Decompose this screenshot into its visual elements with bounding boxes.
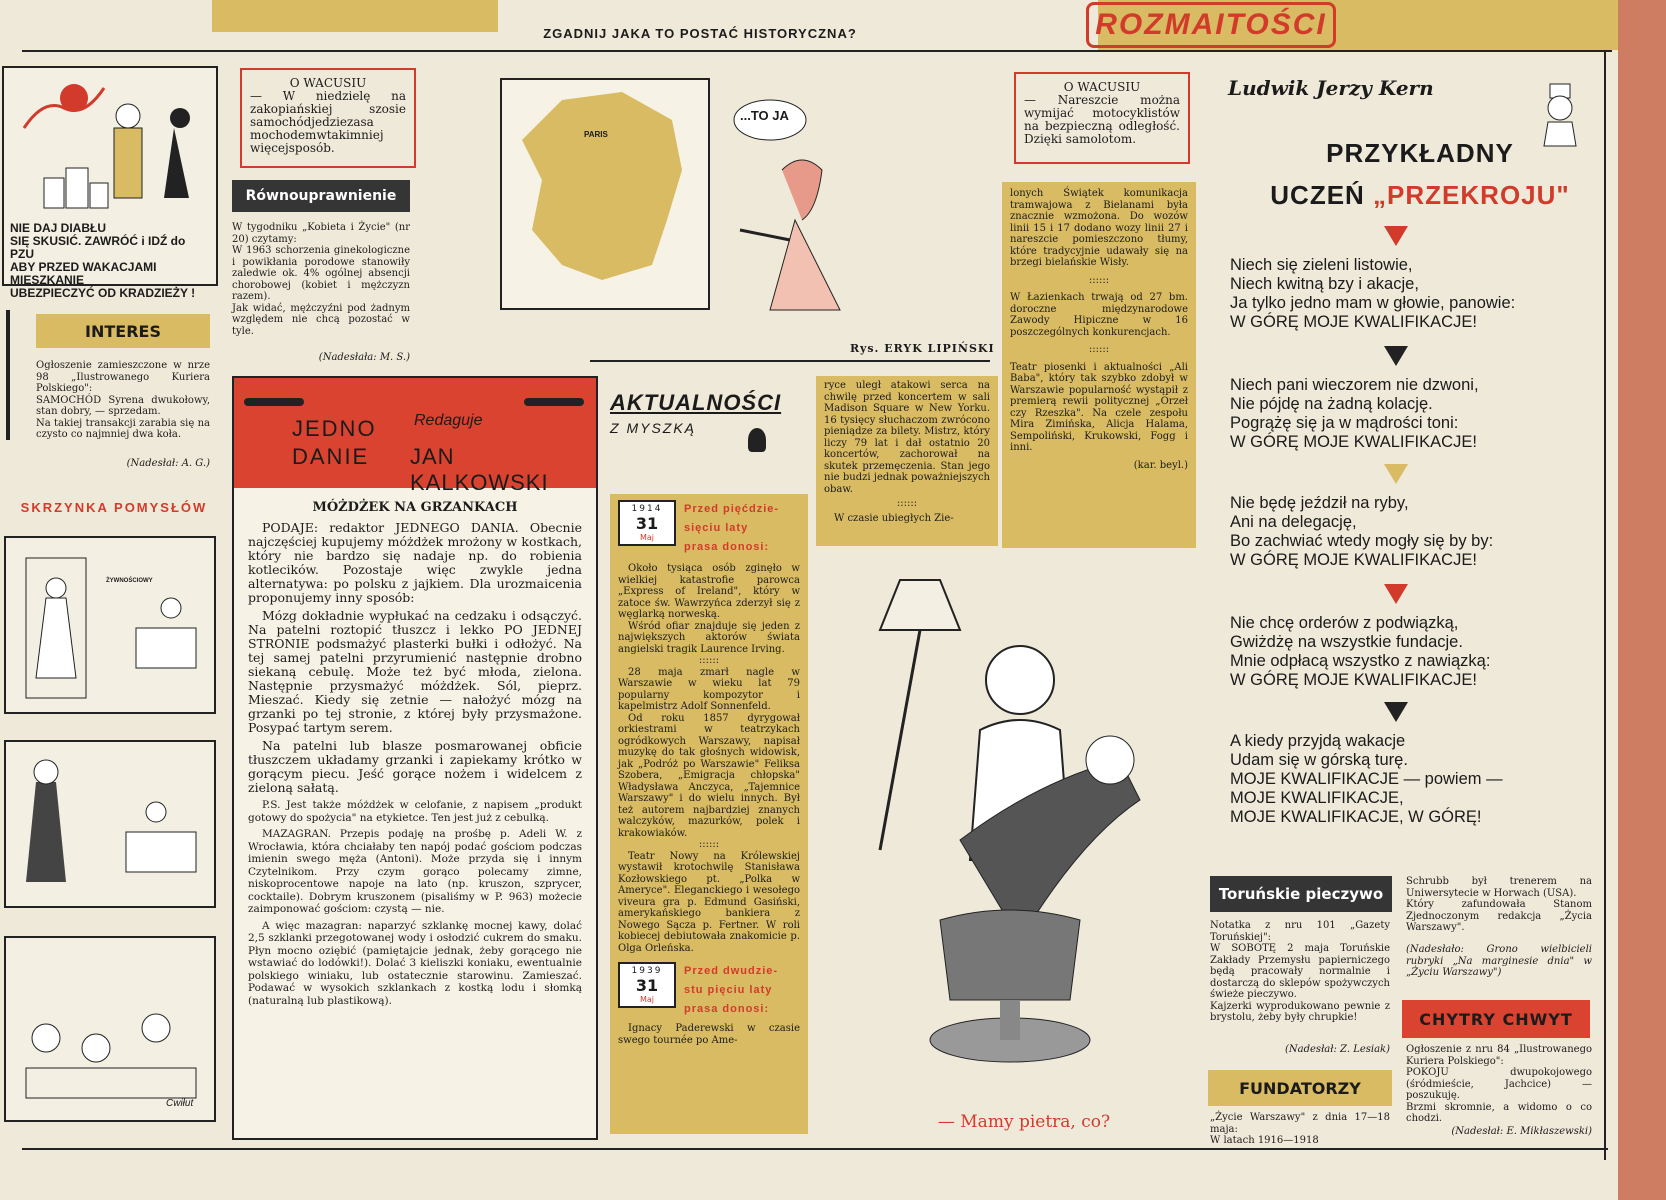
news-right-p3: Teatr piosenki i aktualności „Ali Baba", który tak szybko zdobył w Warszawie popularność wystąpił z premierą rewii politycznej „Orzeł czy Rzeszka". Na czele zespołu Mira Zimińska, Alicja Halama, Sempoliński, Krukowski, Fogg i inni. bbox=[1010, 361, 1188, 453]
skrzynka-artist: Cwiłut bbox=[166, 1098, 194, 1109]
aktualnosci-col2-p1: ryce uległ atakowi serca na chwilę przed koncertem w sali Madison Square w New Yorku. 16 tysięcy słuchaczom zwrócono pieniądze za bilety. Mistrz, który liczy 79 lat i dał ostatnio 20 koncertów, zachorował na skutek przemęczenia. Stan jego nie budzi jednak poważniejszych obaw. bbox=[824, 380, 990, 495]
devil-cartoon-illustration bbox=[4, 68, 216, 218]
frame-right-line bbox=[1604, 50, 1606, 1160]
dentist-caption: — Mamy pietra, co? bbox=[937, 1112, 1111, 1132]
skrzynka-panel-2 bbox=[4, 740, 216, 908]
aktualnosci-col2-p2: W czasie ubiegłych Zie- bbox=[834, 512, 954, 524]
frame-bottom-line bbox=[22, 1148, 1608, 1150]
calendar-1939-day: 31 bbox=[635, 976, 659, 995]
aktualnosci-column-2 bbox=[816, 376, 998, 546]
jedno-danie-header bbox=[234, 378, 596, 495]
chef-figure-icon bbox=[1532, 80, 1588, 150]
mouse-icon bbox=[748, 428, 766, 452]
map-of-france bbox=[500, 78, 710, 310]
pointing-hand-icon-right bbox=[524, 398, 584, 406]
news-right-p2: W Łazienkach trwają od 27 bm. doroczne międzynarodowe Zawody Hipiczne w 16 poszczególnych konkurencjach. bbox=[1010, 292, 1188, 338]
pointing-hand-icon-left bbox=[244, 398, 304, 406]
rownouprawnienie-title: Równouprawnienie bbox=[232, 180, 410, 212]
editor-name: JAN KALKOWSKI bbox=[410, 444, 549, 495]
news-right-signature: (kar. beyl.) bbox=[1133, 459, 1188, 471]
mozdzek-p2: Mózg dokładnie wypłukać na cedzaku i odsączyć. Na patelni roztopić tłuszcz i lekko PO JEDNEJ STRONIE podsmażyć plasterki bułki i odłożyć. Na tej samej patelni przyrumienić następnie drobno siekaną cebulę. Może też być młoda, zielona. Następnie przysmażyć móżdżek. Sól, pieprz. Mieszać. Kiedy się zetnie — nałożyć mózg na grzanki po tej stronie, z której były przysmażone. Posypać tartym serem. bbox=[248, 608, 582, 735]
zywnosciowy-sign: ŻYWNOŚCIOWY bbox=[106, 578, 153, 584]
kern-stanza-4: Nie chcę orderów z podwiązką, Gwiżdżę na wszystkie fundacje. Mnie odpłacą wszystko z nawiązką: W GÓRĘ MOJE KWALIFIKACJE! bbox=[1230, 614, 1491, 689]
masthead: ZGADNIJ JAKA TO POSTAĆ HISTORYCZNA? bbox=[543, 26, 857, 41]
kern-title-1: PRZYKŁADNY bbox=[1326, 138, 1514, 168]
chytry-title: CHYTRY CHWYT bbox=[1402, 1000, 1590, 1038]
aktualnosci-sep-2: :::::: bbox=[698, 839, 720, 850]
interes-text: Ogłoszenie zamieszczone w nrze 98 „Ilustrowanego Kuriera Polskiego": SAMOCHÓD Syrena dwukołowy, stan dobry, — sprzedam. Na takiej transakcji zarabia się na czysto co najmniej dwa koła. bbox=[36, 360, 210, 440]
skrzynka-panel-3-drawing bbox=[6, 938, 214, 1120]
aktualnosci-column-1 bbox=[610, 494, 808, 1134]
skrzynka-panel-1 bbox=[4, 536, 216, 714]
schrubb-text: Schrubb był trenerem na Uniwersytecie w Horwach (USA). Który zafundowała Stanom Zjednoczonym redakcja „Życia Warszawy". bbox=[1406, 876, 1592, 933]
jedno-danie-box bbox=[232, 376, 598, 1140]
calendar-1914 bbox=[618, 500, 676, 546]
kern-stanza-3: Nie będę jeździł na ryby, Ani na delegację, Bo zachwiać wtedy mogły się by by: W GÓRĘ MOJE KWALIFIKACJE! bbox=[1230, 494, 1494, 569]
devil-cartoon-caption: NIE DAJ DIABŁU SIĘ SKUSIĆ. ZAWRÓĆ i IDŹ do PZU ABY PRZED WAKACJAMI MIESZKANIE UBEZPIECZYĆ OD KRADZIEŻY ! bbox=[10, 221, 196, 300]
kern-title-2 bbox=[1270, 180, 1570, 211]
kern-title-2a: UCZEŃ bbox=[1270, 180, 1374, 210]
aktualnosci-tag-2: Przed dwudzie- stu pięciu laty prasa donosi: bbox=[684, 965, 779, 1015]
news-right-sep-2: :::::: bbox=[1088, 344, 1110, 355]
kern-author: Ludwik Jerzy Kern bbox=[1228, 76, 1434, 100]
mozdzek-p4: P.S. Jest także móżdżek w celofanie, z napisem „produkt gotowy do spożycia" na etykietce. Ten jest już z cebulką. bbox=[248, 799, 582, 824]
mozdzek-title: MÓŻDŻEK NA GRZANKACH bbox=[312, 500, 518, 515]
rule-under-map bbox=[590, 360, 990, 362]
calendar-1939-month: Maj bbox=[639, 995, 655, 1004]
skrzynka-title: SKRZYNKA POMYSŁÓW bbox=[20, 500, 208, 515]
aktualnosci-p4: Od roku 1857 dyrygował orkiestrami w teatrzykach ogródkowych Warszawy, napisał muzykę do tak głośnych widowisk, jak „Podróż po Warszawie" Feliksa Szobera, „Emigracja chłopska" Władysława Anczyca, „Tajemnice Warszawy" i do wielu innych. Był też autorem najbardziej znanych walczyków, mazurków, polek i krakowiaków. bbox=[618, 712, 800, 839]
aktualnosci-p6: Ignacy Paderewski w czasie swego tournée po Ame- bbox=[618, 1023, 800, 1046]
jedno-label: JEDNO bbox=[292, 416, 377, 441]
rownouprawnienie-text: W tygodniku „Kobieta i Życie" (nr 20) czytamy: W 1963 schorzenia ginekologiczne i powikłania porodowe stanowiły zaledwie ok. 4% ogólnej absencji chorobowej (kobiet i mężczyzn razem). Jak widać, mężczyźni pod żadnym względem nie chcą pozostać w tyle. bbox=[232, 222, 410, 337]
mozdzek-p1: PODAJE: redaktor JEDNEGO DANIA. Obecnie najczęściej kupujemy móżdżek mrożony w kostkach, który nie bardzo się nadaje np. do robienia kotlecików. Pozostaje więc zwykle jedna alternatywa: po polsku z jajkiem. Dla urozmaicenia proponujemy inny sposób: bbox=[248, 520, 582, 605]
skrzynka-panel-1-drawing bbox=[6, 538, 214, 712]
wacusiu-title-1: O WACUSIU bbox=[289, 76, 367, 90]
kern-stanza-2: Niech pani wieczorem nie dzwoni, Nie pójdę na żadną kolację. Pogrążę się ja w mądrości toni: W GÓRĘ MOJE KWALIFIKACJE! bbox=[1230, 376, 1479, 451]
skrzynka-panel-2-drawing bbox=[6, 742, 214, 906]
fundatorzy-title: FUNDATORZY bbox=[1208, 1070, 1392, 1106]
schrubb-signature: (Nadesłało: Grono wielbicieli rubryki „Na marginesie dnia" w „Życiu Warszawy") bbox=[1406, 944, 1592, 978]
aktualnosci-p3: 28 maja zmarł nagle w Warszawie w wieku lat 79 popularny kompozytor i kapelmistrz Adolf Sonnenfeld. bbox=[618, 666, 800, 712]
danie-label: DANIE bbox=[292, 444, 370, 469]
wacusiu-box-2 bbox=[1014, 72, 1190, 164]
kern-stanza-1: Niech się zieleni listowie, Niech kwitną bzy i akacje, Ja tylko jedno mam w głowie, panowie: W GÓRĘ MOJE KWALIFIKACJE! bbox=[1230, 256, 1516, 331]
mozdzek-p3: Na patelni lub blasze posmarowanej obficie tłuszczem układamy grzanki i zapiekamy krótko w gorącym piecu. Jeść gorące nożem i widelcem z zieloną sałatą. bbox=[248, 738, 582, 795]
aktualnosci-p5: Teatr Nowy na Królewskiej wystawił krotochwilę Stanisława Kozłowskiego pt. „Polka w Ameryce". Eleganckiego i wesołego viveura gra p. Edmund Gasiński, amerykańskiego bankiera z Nowego Sącza p. Fertner. W roli kobiecej debiutowała znakomicie p. Olga Orleńska. bbox=[618, 850, 800, 954]
mozdzek-p5: MAZAGRAN. Przepis podaję na prośbę p. Adeli W. z Wrocławia, która chciałaby ten napój podać gościom podczas imienin swego męża (Antoni). Może przyda się i innym Czytelnikom. Przy czym gorąco polecamy zimne, niskoprocentowe napoje na lato (np. kruszon, szprycer, cocktaile). Dobrym kruszonem (pisaliśmy w P. 963) możecie zaimponować gościom: czystą — nie. bbox=[248, 828, 582, 915]
news-right-sep-1: :::::: bbox=[1088, 274, 1110, 286]
poem-marker-2 bbox=[1384, 346, 1408, 366]
calendar-1914-month: Maj bbox=[639, 533, 655, 542]
torunskie-text: Notatka z nru 101 „Gazety Toruńskiej": W SOBOTĘ 2 maja Toruńskie Zakłady Przemysłu papierniczego będą pracowały normalnie i dostarczą do sklepów spożywczych świeże pieczywo. Kajzerki wyprodukowano pewnie z brystolu, żeby były chrupkie! bbox=[1210, 920, 1390, 1023]
rownouprawnienie-signature: (Nadesłała: M. S.) bbox=[318, 352, 410, 363]
wacusiu-text-1: — W niedzielę na zakopiańskiej szosie samochódjedziezasa mochodemwtakimniej więcejsposób. bbox=[250, 89, 406, 155]
news-right-p1: lonych Świątek komunikacja tramwajowa z Bielanami była znacznie wzmożona. Do wozów linii 15 i 17 dodano wozy linii 27 i nareszcie pomieszczono tłumy, które tradycyjnie udawały się na brzegi bielańskie Wisły. bbox=[1010, 188, 1188, 268]
chytry-signature: (Nadesłał: E. Mikłaszewski) bbox=[1451, 1126, 1592, 1137]
skrzynka-panel-3 bbox=[4, 936, 216, 1122]
calendar-1939 bbox=[618, 962, 676, 1008]
news-right-column bbox=[1002, 182, 1196, 548]
poem-marker-3 bbox=[1384, 464, 1408, 484]
interes-title: INTERES bbox=[36, 314, 210, 348]
poem-marker-1 bbox=[1384, 226, 1408, 246]
wacusiu-box-1 bbox=[240, 68, 416, 168]
aktualnosci-p2: Wśród ofiar znajduje się jeden z największych aktorów świata angielski tragik Laurence Irving. bbox=[618, 620, 800, 655]
interes-side-rule bbox=[6, 310, 10, 440]
speech-bubble-text: ...TO JA bbox=[740, 108, 789, 123]
aktualnosci-title: AKTUALNOŚCI bbox=[610, 390, 782, 415]
frame-top-line bbox=[22, 50, 1612, 52]
wacusiu-title-2: O WACUSIU bbox=[1063, 80, 1141, 94]
poem-marker-4 bbox=[1384, 584, 1408, 604]
calendar-1914-year: 1914 bbox=[631, 504, 663, 514]
calendar-1939-year: 1939 bbox=[631, 966, 663, 976]
dentist-cartoon bbox=[840, 560, 1180, 1120]
paris-label: PARIS bbox=[584, 130, 608, 139]
kern-title-2b: „PRZEKROJU" bbox=[1373, 180, 1570, 210]
aktualnosci-col2-sep: :::::: bbox=[896, 498, 918, 509]
fundatorzy-text: „Życie Warszawy" z dnia 17—18 maja: W latach 1916—1918 bbox=[1210, 1112, 1390, 1146]
interes-signature: (Nadesłał: A. G.) bbox=[126, 458, 210, 469]
top-bar-left bbox=[212, 0, 498, 32]
calendar-1914-day: 31 bbox=[635, 514, 659, 533]
wacusiu-text-2: — Nareszcie można wymijać motocyklistów na bezpieczną odległość. Dzięki samolotom. bbox=[1024, 93, 1180, 146]
aktualnosci-tag-1: Przed pięćdzie- sięciu laty prasa donosi: bbox=[684, 503, 780, 553]
aktualnosci-p1: Około tysiąca osób zginęło w wielkiej katastrofie parowca „Express of Ireland", który w zatoce św. Wawrzyńca zderzył się z węglarką norweską. bbox=[618, 563, 800, 620]
mozdzek-p6: A więc mazagran: naparzyć szklankę mocnej kawy, dolać 2,5 szklanki przegotowanej wody i osłodzić cukrem do smaku. Płyn mocno oziębić (pamiętajcie jednak, żeby gorącego nie wstawiać do lodówki!). Dolać 3 kieliszki koniaku, ewentualnie polskiego winiaku, lub ostatecznie starowinu. Zamieszać. Podawać w wysokich szklankach z kostką lodu i słomką (naturalną lub plastikową). bbox=[248, 919, 582, 1007]
redaguje-label: Redaguje bbox=[414, 412, 483, 429]
torunskie-title: Toruńskie pieczywo bbox=[1210, 876, 1392, 912]
aktualnosci-subtitle: Z MYSZKĄ bbox=[610, 420, 697, 436]
poem-marker-5 bbox=[1384, 702, 1408, 722]
eryk-lipinski-credit: Rys. ERYK LIPIŃSKI bbox=[850, 342, 995, 355]
aktualnosci-sep: :::::: bbox=[698, 655, 720, 666]
aktualnosci-header bbox=[610, 372, 814, 482]
kern-stanza-5: A kiedy przyjdą wakacje Udam się w górską turę. MOJE KWALIFIKACJE — powiem — MOJE KWALIFIKACJE, MOJE KWALIFIKACJE, W GÓRĘ! bbox=[1230, 732, 1503, 826]
torunskie-signature: (Nadesłał: Z. Lesiak) bbox=[1285, 1044, 1390, 1055]
rozmaitosci-logo: ROZMAITOŚCI bbox=[1086, 2, 1336, 48]
devil-cartoon bbox=[2, 66, 218, 300]
chytry-text: Ogłoszenie z nru 84 „Ilustrowanego Kuriera Polskiego": POKOJU dwupokojowego (śródmieście, Jachcice) — poszukuję. Brzmi skromnie, a widomo o co chodzi. bbox=[1406, 1044, 1592, 1124]
right-edge-strip bbox=[1618, 0, 1666, 1200]
france-map-shape bbox=[502, 80, 708, 308]
